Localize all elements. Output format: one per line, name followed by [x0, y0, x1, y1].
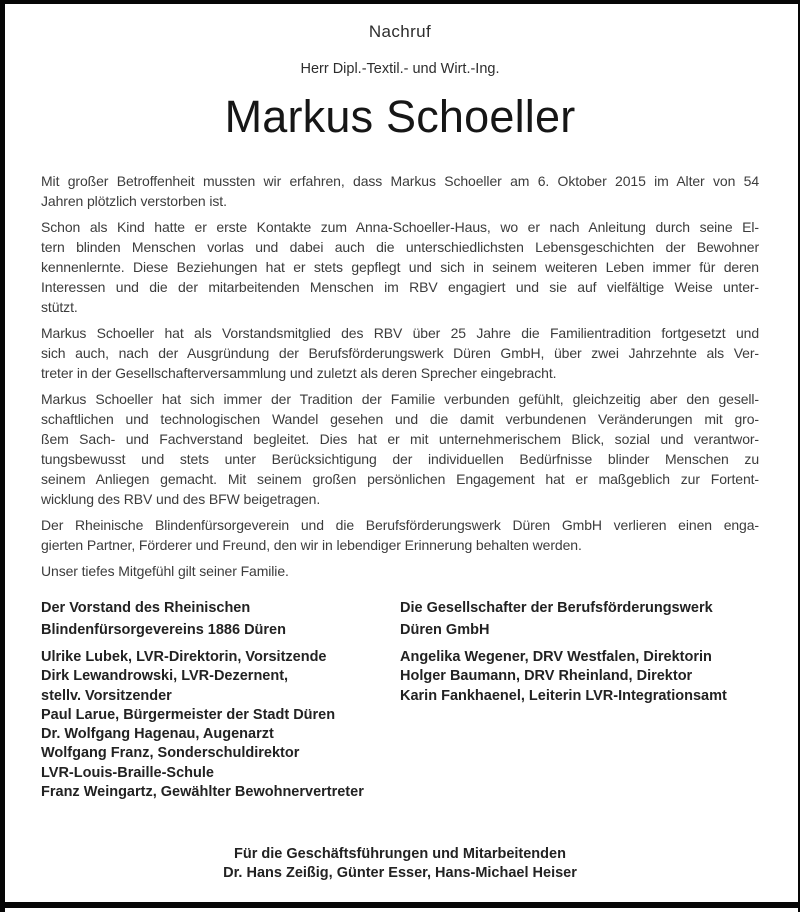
signature-member: LVR-Louis-Braille-Schule — [41, 764, 214, 781]
text-line: Jahren plötzlich verstorben ist. — [41, 193, 227, 209]
footer-line: Für die Geschäftsführungen und Mitarbeitenden — [234, 846, 566, 862]
text-line: sich auch, nach der Ausgründung der Berufsförderungswerk Düren GmbH, über zwei Jahrzehnte als Ver- — [41, 345, 759, 361]
signature-member-list-right — [400, 648, 759, 706]
text-line: Der Rheinische Blindenfürsorgeverein und die Berufsförderungswerk Düren GmbH verlieren einen enga- — [41, 517, 759, 533]
text-line: gierten Partner, Förderer und Freund, den wir in lebendiger Erinnerung behalten werden. — [41, 537, 582, 553]
page-border-bottom — [0, 902, 800, 908]
signature-member: stellv. Vorsitzender — [41, 687, 172, 704]
signature-member-list-left — [41, 648, 400, 802]
obituary-paragraph — [41, 171, 759, 211]
obituary-paragraph — [41, 515, 759, 555]
obituary-body — [41, 171, 759, 587]
signature-member: Dirk Lewandrowski, LVR-Dezernent, — [41, 668, 289, 685]
signature-member: Angelika Wegener, DRV Westfalen, Direktorin — [400, 649, 712, 665]
nachruf-kicker: Nachruf — [368, 22, 432, 41]
signature-heading-right — [400, 597, 759, 641]
salutation-line: Herr Dipl.-Textil.- und Wirt.-Ing. — [300, 61, 500, 77]
signature-column-gesellschafter — [400, 597, 759, 802]
page-border-top — [0, 0, 800, 4]
text-line: tungsbewusst und stets unter Berücksichtigung der individuellen Bedürfnisse blinder Menschen zu — [41, 451, 759, 467]
text-line: kennenlernte. Diese Beziehungen hat er stets gepflegt und sich in seinem weiteren Leben immer für deren — [41, 259, 759, 275]
text-line: stützt. — [41, 299, 78, 315]
text-line: Düren GmbH — [400, 622, 490, 638]
text-line: wicklung des RBV und des BFW beigetragen. — [41, 491, 321, 507]
signature-member: Ulrike Lubek, LVR-Direktorin, Vorsitzende — [41, 649, 327, 665]
signature-member: Wolfgang Franz, Sonderschuldirektor — [41, 745, 300, 762]
deceased-name: Markus Schoeller — [224, 91, 576, 142]
signature-columns — [41, 597, 759, 802]
signature-member: Paul Larue, Bürgermeister der Stadt Düren — [41, 706, 336, 723]
text-line: tern blinden Menschen vorlas und dabei auch die unterschiedlichsten Lebensgeschichten der Bewohner — [41, 239, 759, 255]
text-line: Blindenfürsorgevereins 1886 Düren — [41, 622, 286, 638]
obituary-paragraph — [41, 389, 759, 509]
text-line: Die Gesellschafter der Berufsförderungswerk — [400, 600, 713, 616]
text-line: Interessen und die der mitarbeitenden Menschen im RBV engagiert und sie auf vielfältige Weise unter- — [41, 279, 759, 295]
footer-line: Dr. Hans Zeißig, Günter Esser, Hans-Michael Heiser — [223, 865, 577, 881]
obituary-paragraph — [41, 323, 759, 383]
text-line: seinem Anliegen gemacht. Mit seinem großen persönlichen Engagement hat er maßgeblich zur Fortent- — [41, 471, 759, 487]
text-line: Mit großer Betroffenheit mussten wir erfahren, dass Markus Schoeller am 6. Oktober 2015 im Alter von 54 — [41, 173, 759, 189]
text-line: Schon als Kind hatte er erste Kontakte zum Anna-Schoeller-Haus, wo er nach Anleitung durch seine El- — [41, 219, 759, 235]
text-line: schaftlichen und technologischen Wandel gesehen und die damit verbundenen Veränderungen mit gro- — [41, 411, 759, 427]
text-line: Markus Schoeller hat als Vorstandsmitglied des RBV über 25 Jahre die Familientradition fortgesetzt und — [41, 325, 759, 341]
text-line: Der Vorstand des Rheinischen — [41, 600, 251, 616]
text-line: Unser tiefes Mitgefühl gilt seiner Familie. — [41, 563, 289, 579]
closing-footer — [0, 845, 800, 883]
text-line: Markus Schoeller hat sich immer der Tradition der Familie verbunden gefühlt, gleichzeitig aber den gesell- — [41, 391, 759, 407]
signature-member: Dr. Wolfgang Hagenau, Augenarzt — [41, 726, 274, 743]
signature-member: Holger Baumann, DRV Rheinland, Direktor — [400, 668, 693, 685]
obituary-paragraph — [41, 561, 759, 581]
text-line: treter in der Gesellschafterversammlung und zuletzt als deren Sprecher eingebracht. — [41, 365, 557, 381]
signature-member: Franz Weingartz, Gewählter Bewohnervertreter — [41, 784, 364, 801]
obituary-paragraph — [41, 217, 759, 317]
signature-member: Karin Fankhaenel, Leiterin LVR-Integrationsamt — [400, 687, 727, 704]
signature-heading-left — [41, 597, 400, 641]
signature-column-vorstand — [41, 597, 400, 802]
text-line: ßem Sach- und Fachverstand begleitet. Dies hat er mit unternehmerischem Blick, sozial und verantwor- — [41, 431, 759, 447]
